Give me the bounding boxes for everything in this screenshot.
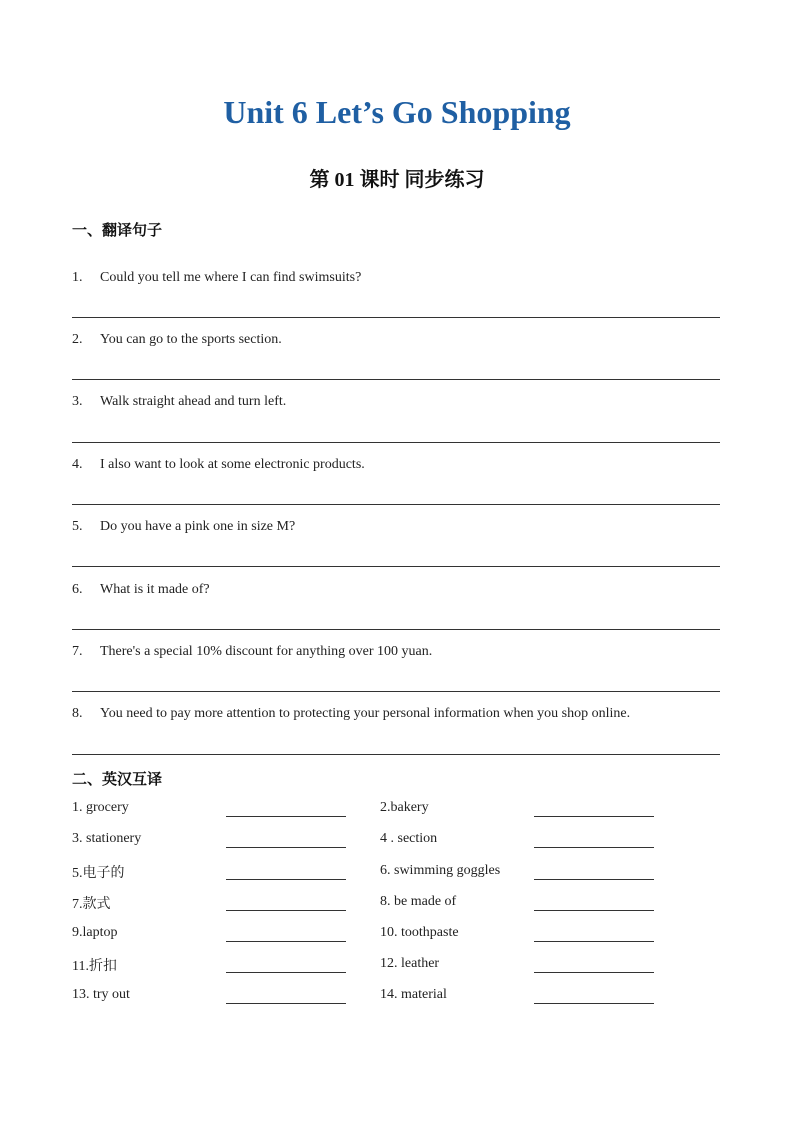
vocab-blank-9[interactable]	[226, 941, 346, 942]
question-6: 6. What is it made of?	[72, 582, 210, 597]
vocab-blank-11[interactable]	[226, 972, 346, 973]
vocab-item-10: 10. toothpaste	[380, 925, 459, 940]
vocab-item-2: 2.bakery	[380, 800, 429, 815]
answer-line-4[interactable]	[72, 504, 720, 505]
vocab-item-6: 6. swimming goggles	[380, 863, 501, 878]
page-title: Unit 6 Let’s Go Shopping	[223, 94, 571, 130]
answer-line-2[interactable]	[72, 379, 720, 380]
vocab-blank-8[interactable]	[534, 910, 654, 911]
vocab-item-13: 13. try out	[72, 987, 130, 1002]
vocab-item-12: 12. leather	[380, 956, 440, 971]
question-1: 1. Could you tell me where I can find swimsuits?	[72, 270, 362, 285]
question-5: 5. Do you have a pink one in size M?	[72, 519, 296, 534]
vocab-item-11: 11.折扣	[72, 959, 117, 974]
vocab-item-8: 8. be made of	[380, 894, 457, 909]
answer-line-6[interactable]	[72, 629, 720, 630]
vocab-blank-3[interactable]	[226, 847, 346, 848]
answer-line-7[interactable]	[72, 691, 720, 692]
vocab-item-14: 14. material	[380, 987, 447, 1002]
vocab-blank-7[interactable]	[226, 910, 346, 911]
vocab-blank-12[interactable]	[534, 972, 654, 973]
question-3: 3. Walk straight ahead and turn left.	[72, 394, 287, 409]
question-4: 4. I also want to look at some electronic products.	[72, 457, 365, 472]
page-subtitle: 第 01 课时 同步练习	[309, 169, 485, 191]
vocab-item-1: 1. grocery	[72, 800, 129, 815]
vocab-item-4: 4 . section	[380, 831, 438, 846]
vocab-item-3: 3. stationery	[72, 831, 142, 846]
vocab-blank-2[interactable]	[534, 816, 654, 817]
section-heading-translate-sentences: 一、翻译句子	[72, 223, 163, 239]
question-2: 2. You can go to the sports section.	[72, 332, 282, 347]
question-8: 8. You need to pay more attention to protecting your personal information when you shop online.	[72, 706, 631, 721]
vocab-item-9: 9.laptop	[72, 925, 118, 940]
answer-line-8[interactable]	[72, 754, 720, 755]
answer-line-1[interactable]	[72, 317, 720, 318]
vocab-blank-4[interactable]	[534, 847, 654, 848]
answer-line-5[interactable]	[72, 566, 720, 567]
vocab-blank-1[interactable]	[226, 816, 346, 817]
vocab-blank-6[interactable]	[534, 879, 654, 880]
vocab-blank-14[interactable]	[534, 1003, 654, 1004]
vocab-blank-13[interactable]	[226, 1003, 346, 1004]
vocab-item-5: 5.电子的	[72, 866, 125, 881]
question-7: 7. There's a special 10% discount for anything over 100 yuan.	[72, 644, 433, 659]
answer-line-3[interactable]	[72, 442, 720, 443]
vocab-blank-5[interactable]	[226, 879, 346, 880]
vocab-blank-10[interactable]	[534, 941, 654, 942]
vocab-item-7: 7.款式	[72, 897, 111, 912]
section-heading-vocab-translate: 二、英汉互译	[72, 772, 163, 788]
